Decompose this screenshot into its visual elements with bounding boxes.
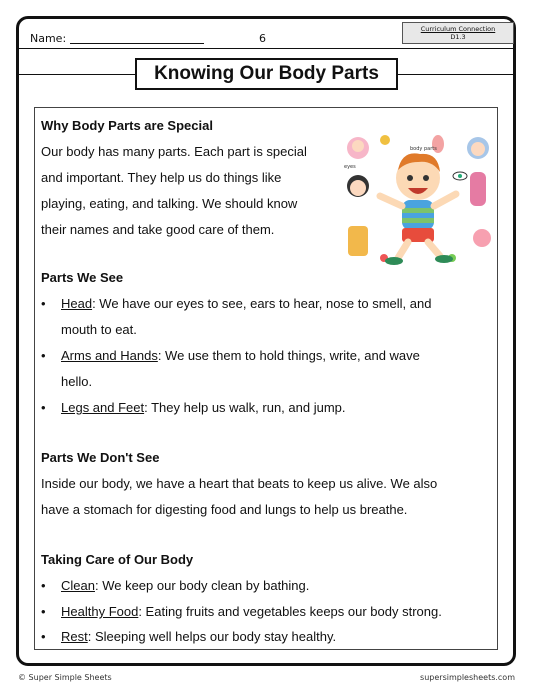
name-field[interactable]	[30, 32, 204, 45]
name-blank[interactable]	[70, 43, 204, 44]
term-rest: Rest	[61, 629, 88, 644]
bullet-icon: •	[41, 629, 46, 644]
organs-icon	[470, 172, 486, 206]
bullet-icon: •	[41, 604, 46, 619]
page-number: 6	[259, 32, 266, 45]
term-healthy-food: Healthy Food	[61, 604, 139, 619]
dont-see-line-1: Inside our body, we have a heart that beats to keep us alive. We also	[41, 476, 438, 491]
term-arms: Arms and Hands	[61, 348, 158, 363]
bullet-icon: •	[41, 296, 46, 311]
footer-copyright: © Super Simple Sheets	[18, 673, 112, 682]
term-legs: Legs and Feet	[61, 400, 145, 415]
dont-see-line-2: have a stomach for digesting food and lungs to help us breathe.	[41, 502, 408, 517]
list-item-head: Head: We have our eyes to see, ears to hear, nose to smell, and	[61, 296, 432, 311]
bullet-icon: •	[41, 400, 46, 415]
list-item-clean: Clean: We keep our body clean by bathing.	[61, 578, 310, 593]
curriculum-box	[402, 22, 514, 44]
page-title: Knowing Our Body Parts	[135, 58, 398, 90]
list-item-legs: Legs and Feet: They help us walk, run, and jump.	[61, 400, 346, 415]
bullet-icon: •	[41, 578, 46, 593]
list-item-head-cont: mouth to eat.	[61, 322, 137, 337]
heading-why: Why Body Parts are Special	[41, 118, 213, 133]
footer-website[interactable]: supersimplesheets.com	[420, 673, 515, 682]
term-clean: Clean	[61, 578, 95, 593]
why-line-3: playing, eating, and talking. We should know	[41, 196, 298, 211]
name-label: Name:	[30, 32, 67, 45]
list-item-rest: Rest: Sleeping well helps our body stay healthy.	[61, 629, 337, 644]
term-head: Head	[61, 296, 93, 311]
heading-parts-we-see: Parts We See	[41, 270, 124, 285]
heading-taking-care: Taking Care of Our Body	[41, 552, 194, 567]
child-shirt	[402, 200, 434, 230]
body-figure-icon	[473, 229, 491, 247]
list-item-arms: Arms and Hands: We use them to hold things, write, and wave	[61, 348, 420, 363]
sun-icon	[380, 135, 390, 145]
body-parts-illustration	[340, 128, 494, 268]
body-organs-icon	[348, 226, 368, 256]
curriculum-code: D1.3	[450, 33, 466, 41]
heading-parts-we-dont-see: Parts We Don't See	[41, 450, 160, 465]
list-item-healthy-food: Healthy Food: Eating fruits and vegetables keeps our body strong.	[61, 604, 442, 619]
why-line-1: Our body has many parts. Each part is special	[41, 144, 307, 159]
bullet-icon: •	[41, 348, 46, 363]
curriculum-title: Curriculum Connection	[420, 25, 496, 33]
header-rule	[16, 48, 516, 49]
illustration-label: body parts	[410, 146, 437, 152]
why-line-4: their names and take good care of them.	[41, 222, 275, 237]
why-line-2: and important. They help us do things like	[41, 170, 282, 185]
list-item-arms-cont: hello.	[61, 374, 93, 389]
illustration-tag-eyes: eyes	[344, 164, 356, 170]
